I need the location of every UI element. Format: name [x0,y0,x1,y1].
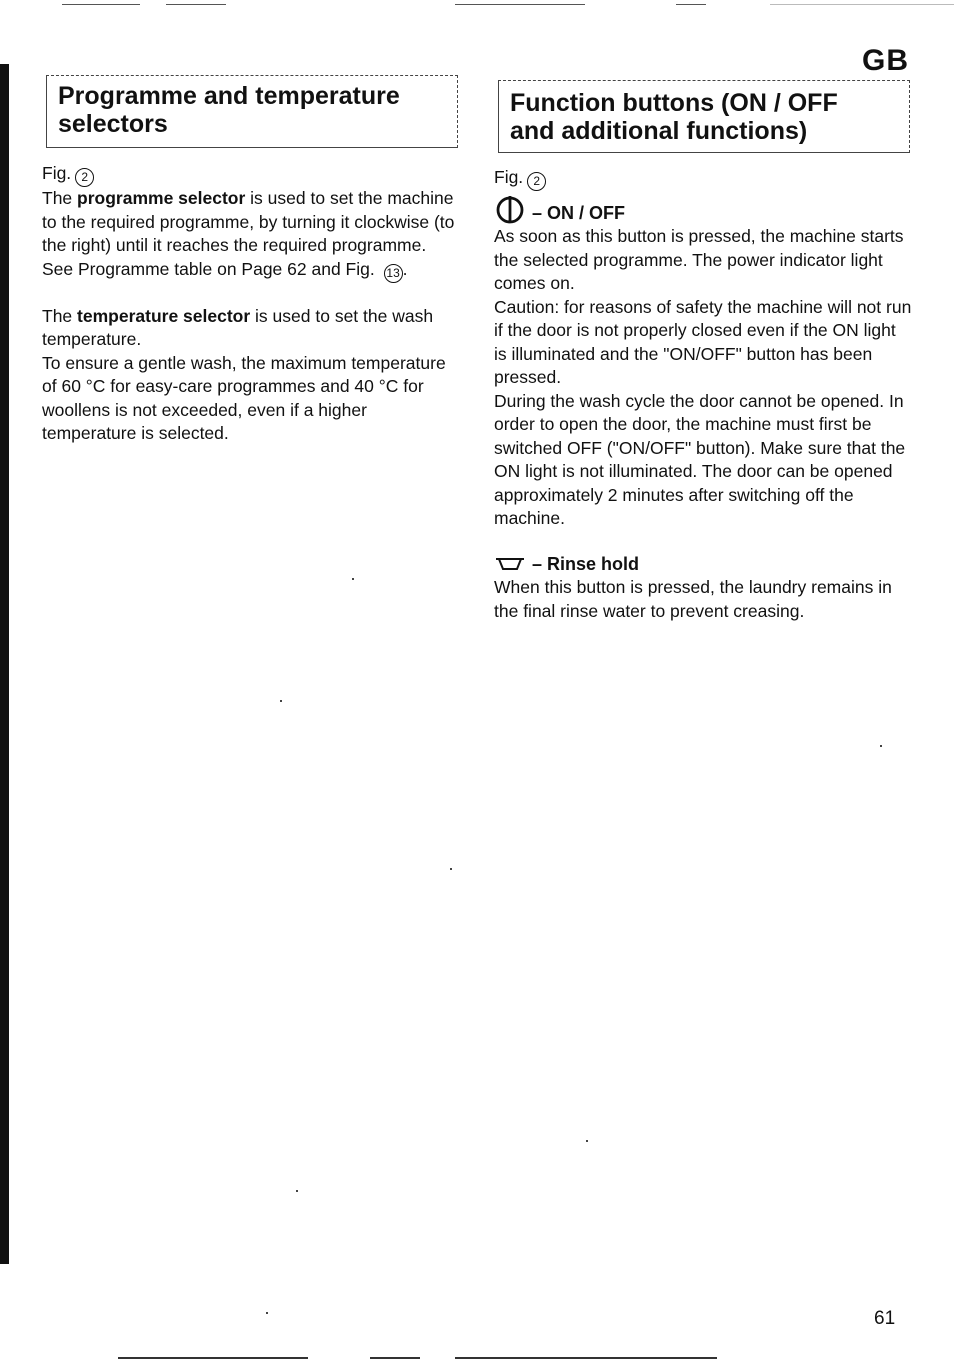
scan-speck [880,745,882,747]
programme-selector-paragraph: The programme selector is used to set the machine to the required programme, by turning it clockwise (to the right) until it reaches the required programme. See Programme table on Page 62 and Fig. 13 . [42,187,460,283]
fig-number-circle: 2 [527,172,546,191]
scan-speck [352,578,354,580]
scan-top-line [770,4,954,5]
left-heading-box [46,75,458,148]
on-off-heading: – ON / OFF [494,193,912,225]
on-off-paragraph-2: Caution: for reasons of safety the machine will not run if the door is not properly closed even if the ON light is illuminated and the "ON/OFF" button has been pressed. [494,296,912,387]
rinse-hold-heading: – Rinse hold [494,553,912,577]
power-icon [494,193,526,225]
left-heading-line2: selectors [58,110,168,138]
right-heading-box [498,80,910,153]
page-number: 61 [874,1308,896,1329]
rinse-hold-icon [494,556,526,572]
fig-ref-circle: 13 [384,264,403,283]
scan-edge-bar [0,64,9,1264]
scan-bottom-line [370,1357,420,1359]
scan-top-line [455,4,585,5]
language-code: GB [862,44,909,77]
left-heading-line1: Programme and temperature [58,82,400,110]
right-heading-line1: Function buttons (ON / OFF [510,89,838,117]
scan-speck [266,1312,268,1314]
scan-speck [280,700,282,702]
on-off-paragraph-3: During the wash cycle the door cannot be opened. In order to open the door, the machine must first be switched OFF ("ON/OFF" button). Make sure that the ON light is not illuminated. The door can be opened approximately 2 minutes after switching off the machine. [494,390,906,528]
left-column [42,162,460,446]
right-fig-reference: Fig. 2 [494,166,912,191]
scan-bottom-line [118,1357,308,1359]
scan-top-line [166,4,226,5]
scan-bottom-line [455,1357,717,1359]
right-column [494,166,912,623]
scan-speck [586,1140,588,1142]
rinse-hold-paragraph: When this button is pressed, the laundry remains in the final rinse water to prevent creasing. [494,577,892,621]
scan-top-line [62,4,140,5]
gentle-wash-paragraph: To ensure a gentle wash, the maximum temperature of 60 °C for easy-care programmes and 40 °C for woollens is not exceeded, even if a higher temperature is selected. [42,352,446,443]
scan-top-line [676,4,706,5]
fig-number-circle: 2 [75,168,94,187]
on-off-paragraph-1: As soon as this button is pressed, the machine starts the selected programme. The power indicator light comes on. [494,226,904,293]
scan-speck [296,1190,298,1192]
scan-speck [450,868,452,870]
temperature-selector-paragraph: The temperature selector is used to set the wash temperature. [42,305,434,349]
left-fig-reference: Fig. 2 [42,162,460,187]
right-heading-line2: and additional functions) [510,117,808,145]
